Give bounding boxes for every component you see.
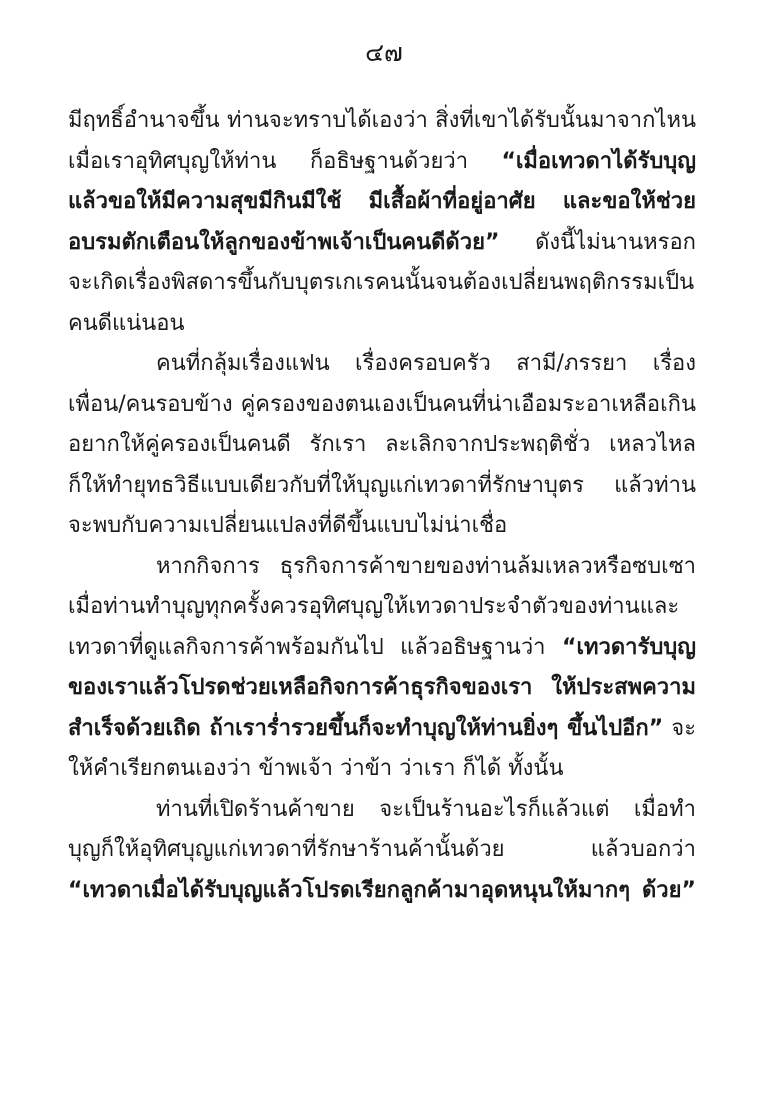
- text-segment: ก็ให้ทำยุทธวิธีแบบเดียวกับที่ให้บุญแก่เทวดาที่รักษาบุตร แล้วท่าน: [68, 472, 696, 498]
- page-number: ๔๗: [365, 38, 403, 67]
- text-segment: คนดีแน่นอน: [68, 310, 185, 336]
- text-line: [68, 263, 696, 304]
- text-line: [68, 182, 696, 223]
- text-line: [68, 344, 696, 385]
- text-segment: มีฤทธิ์อำนาจขึ้น ท่านจะทราบได้เองว่า สิ่งที่เขาได้รับนั้นมาจากไหน: [68, 108, 696, 133]
- text-segment: ท่านที่เปิดร้านค้าขาย จะเป็นร้านอะไรก็แล้วแต่ เมื่อทำ: [156, 796, 696, 822]
- text-segment: จะพบกับความเปลี่ยนแปลงที่ดีขึ้นแบบไม่น่าเชื่อ: [68, 513, 508, 538]
- bold-text-segment: อบรมตักเตือนให้ลูกของข้าพเจ้าเป็นคนดีด้วย”: [68, 229, 500, 255]
- text-line: [68, 304, 696, 345]
- text-segment: จะ: [663, 715, 696, 741]
- text-segment: อยากให้คู่ครองเป็นคนดี รักเรา ละเลิกจากประพฤติชั่ว เหลวไหล: [68, 432, 696, 457]
- bold-text-segment: “เมื่อเทวดาได้รับบุญ: [501, 148, 696, 174]
- bold-text-segment: “เทวดาเมื่อได้รับบุญแล้วโปรดเรียกลูกค้ามาอุดหนุนให้มากๆ ด้วย”: [68, 877, 696, 903]
- text-line: [68, 223, 696, 264]
- bold-text-segment: ของเราแล้วโปรดช่วยเหลือกิจการค้าธุรกิจของเรา ให้ประสพความ: [68, 675, 696, 700]
- text-line: [68, 101, 696, 142]
- bold-text-segment: “เทวดารับบุญ: [562, 634, 696, 660]
- bold-text-segment: สำเร็จด้วยเถิด ถ้าเราร่ำรวยขึ้นก็จะทำบุญให้ท่านยิ่งๆ ขึ้นไปอีก”: [68, 715, 664, 741]
- text-segment: ดังนี้ไม่นานหรอก: [499, 229, 696, 255]
- text-line: [68, 871, 696, 912]
- text-line: [68, 142, 696, 183]
- text-line: [68, 830, 696, 871]
- text-line: [68, 668, 696, 709]
- text-segment: เทวดาที่ดูแลกิจการค้าพร้อมกันไป แล้วอธิษฐานว่า: [68, 634, 563, 660]
- text-line: [68, 506, 696, 547]
- text-segment: ให้คำเรียกตนเองว่า ข้าพเจ้า ว่าข้า ว่าเรา ก็ได้ ทั้งนั้น: [68, 756, 564, 781]
- text-line: [68, 790, 696, 831]
- text-segment: บุญก็ให้อุทิศบุญแก่เทวดาที่รักษาร้านค้านั้นด้วย แล้วบอกว่า: [68, 837, 696, 862]
- text-line: [68, 709, 696, 750]
- text-segment: หากกิจการ ธุรกิจการค้าขายของท่านล้มเหลวหรือซบเซา: [156, 553, 696, 579]
- text-line: [68, 425, 696, 466]
- text-segment: เมื่อท่านทำบุญทุกครั้งควรอุทิศบุญให้เทวดาประจำตัวของท่านและ: [68, 594, 680, 619]
- text-segment: จะเกิดเรื่องพิสดารขึ้นกับบุตรเกเรคนนั้นจนต้องเปลี่ยนพฤติกรรมเป็น: [68, 270, 695, 295]
- text-line: [68, 466, 696, 507]
- text-line: [68, 749, 696, 790]
- text-line: [68, 547, 696, 588]
- text-segment: เพื่อน/คนรอบข้าง คู่ครองของตนเองเป็นคนที่น่าเอือมระอาเหลือเกิน: [68, 391, 696, 417]
- text-line: [68, 587, 696, 628]
- text-line: [68, 628, 696, 669]
- bold-text-segment: แล้วขอให้มีความสุขมีกินมีใช้ มีเสื้อผ้าที่อยู่อาศัย และขอให้ช่วย: [68, 189, 696, 214]
- text-line: [68, 385, 696, 426]
- body-text: [68, 101, 696, 911]
- text-segment: เมื่อเราอุทิศบุญให้ท่าน ก็อธิษฐานด้วยว่า: [68, 148, 502, 174]
- text-segment: คนที่กลุ้มเรื่องแฟน เรื่องครอบครัว สามี/ภรรยา เรื่อง: [156, 351, 696, 376]
